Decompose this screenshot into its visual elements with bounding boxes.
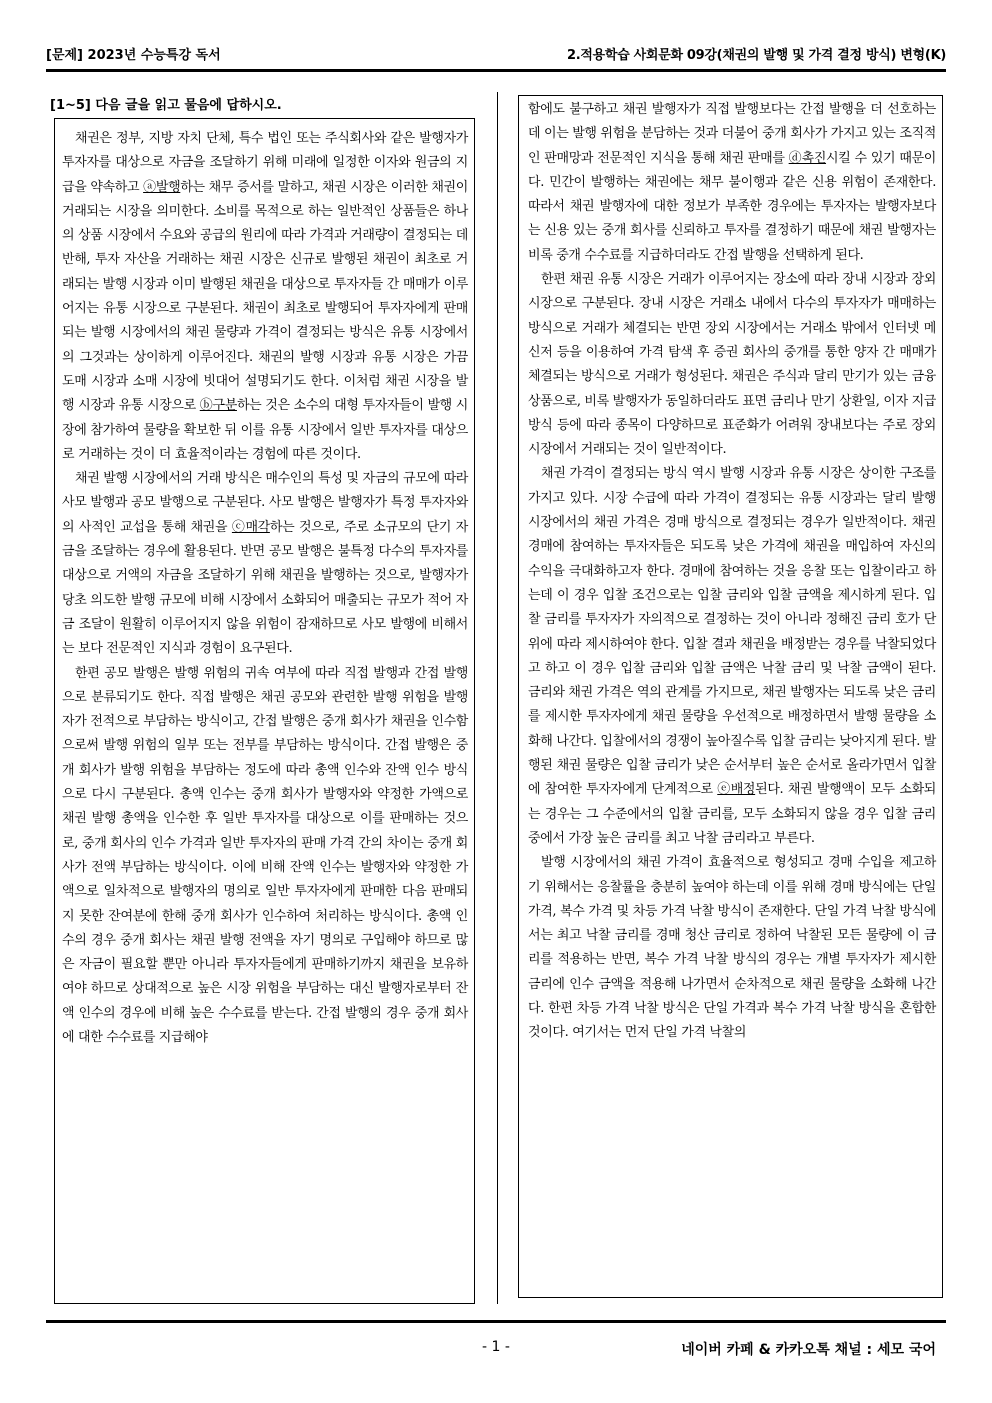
header-right: 2.적용학습 사회문화 09강(채권의 발행 및 가격 결정 방식) 변형(K) [567,48,946,63]
underlined-term-b: ⓑ구분 [199,398,237,414]
text-run: 한편 채권 유통 시장은 거래가 이루어지는 장소에 따라 장내 시장과 장외 시장으로 구분된다. 장내 시장은 거래소 내에서 다수의 투자자가 매매하는 방식으로 거래가 체결되는 반면 장외 시장에서는 거래소 밖에서 인터넷 메신저 등을 이용하여 가격 탐색 후 증권 회사의 중개를 통한 양자 간 매매가 체결되는 방식으로 거래가 형성된다. 채권은 주식과 달리 만기가 있는 금융 상품으로, 비록 발행자가 동일하더라도 표면 금리나 만기 상환일, 이자 지급 방식 등에 따라 종목이 다양하므로 표준화가 어려워 장내보다는 주로 장외 시장에서 거래되는 것이 일반적이다. [528,272,936,458]
text-run: 함에도 불구하고 채권 발행자가 직접 발행보다는 간접 발행을 더 선호하는데 이는 발행 위험을 분담하는 것과 더불어 중개 회사가 가지고 있는 조직적인 판매망과 전문적인 지식을 통해 채권 판매를 [528,102,936,166]
text-run: 하는 것으로, 주로 소규모의 단기 자금을 조달하는 경우에 활용된다. 반면 공모 발행은 불특정 다수의 투자자를 대상으로 거액의 자금을 조달하기 위해 채권을 발행하는 것으로, 발행자가 당초 의도한 발행 규모에 비해 시장에서 소화되어 매출되는 규모가 적어 자금 조달이 원활히 이루어지지 않을 위험이 잠재하므로 사모 발행에 비해서는 보다 전문적인 지식과 경험이 요구된다. [62,519,468,657]
header-left: [문제] 2023년 수능특강 독서 [46,48,221,63]
passage-paragraph [62,662,468,1051]
underlined-term-c: ⓒ매각 [231,519,270,535]
passage-box-left [54,118,475,1304]
page-header [46,44,946,64]
passage-paragraph [528,268,936,462]
passage-paragraph [528,98,936,268]
underlined-term-e: ⓔ배정 [717,782,756,798]
text-run: 하는 채무 증서를 말하고, 채권 시장은 이러한 채권이 거래되는 시장을 의미한다. 소비를 목적으로 하는 일반적인 상품들은 하나의 상품 시장에서 수요와 공급의 원리에 따라 가격과 거래량이 결정되는 데 반해, 투자 자산을 거래하는 채권 시장은 신규로 발행된 채권이 최초로 거래되는 발행 시장과 이미 발행된 채권을 대상으로 투자자들 간 매매가 이루어지는 유통 시장으로 구분된다. 채권이 최초로 발행되어 투자자에게 판매되는 발행 시장에서의 채권 물량과 가격이 결정되는 방식은 유통 시장에서의 그것과는 상이하게 이루어진다. 채권의 발행 시장과 유통 시장은 가끔 도매 시장과 소매 시장에 빗대어 설명되기도 한다. 이처럼 채권 시장을 발행 시장과 유통 시장으로 [62,179,468,414]
text-run: 하는 것은 소수의 대형 투자자들이 발행 시장에 참가하여 물량을 확보한 뒤 이를 유통 시장에서 일반 투자자를 대상으로 거래하는 것이 더 효율적이라는 경험에 따른 것이다. [62,398,468,462]
footer-rule [46,1320,946,1323]
passage-paragraph [62,467,468,661]
text-run: 채권은 정부, 지방 자치 단체, 특수 법인 또는 주식회사와 같은 발행자가 투자자를 대상으로 자금을 조달하기 위해 미래에 일정한 이자와 원금의 지급을 약속하고 [62,131,468,195]
underlined-term-a: ⓐ발행 [143,179,181,195]
underlined-term-d: ⓓ촉진 [788,150,827,166]
passage-paragraph [62,127,468,467]
text-run: 시킬 수 있기 때문이다. 민간이 발행하는 채권에는 채무 불이행과 같은 신용 위험이 존재한다. 따라서 채권 발행자에 대한 정보가 부족한 경우에는 투자자는 발행자보다는 신용 있는 중개 회사를 신뢰하고 투자를 결정하기 때문에 채권 발행자는 비록 중개 수수료를 지급하더라도 간접 발행을 선택하게 된다. [528,150,936,263]
passage-paragraph [528,462,936,851]
page-number: - 1 - [482,1339,510,1355]
footer-credit: 네이버 카페 & 카카오톡 채널 : 세모 국어 [681,1342,936,1358]
header-rule [46,69,946,72]
passage-paragraph [528,851,936,1045]
question-instruction: [1~5] 다음 글을 읽고 물음에 답하시오. [50,98,282,113]
column-divider [497,92,498,1304]
text-run: 채권 가격이 결정되는 방식 역시 발행 시장과 유통 시장은 상이한 구조를 가지고 있다. 시장 수급에 따라 가격이 결정되는 유통 시장과는 달리 발행 시장에서의 채권 가격은 경매 방식으로 결정되는 경우가 일반적이다. 채권 경매에 참여하는 투자자들은 되도록 낮은 가격에 채권을 매입하여 자신의 수익을 극대화하고자 한다. 경매에 참여하는 것을 응찰 또는 입찰이라고 하는데 이 경우 입찰 조건으로는 입찰 금리와 입찰 금액을 제시하게 된다. 입찰 금리를 투자자가 자의적으로 결정하는 것이 아니라 정해진 금리 호가 단위에 따라 제시하여야 한다. 입찰 결과 채권을 배정받는 경우를 낙찰되었다고 하고 이 경우 입찰 금리와 입찰 금액은 낙찰 금리 및 낙찰 금액이 된다. 금리와 채권 가격은 역의 관계를 가지므로, 채권 발행자는 되도록 낮은 금리를 제시한 투자자에게 채권 물량을 우선적으로 배정하면서 발행 물량을 소화해 나간다. 입찰에서의 경쟁이 높아질수록 입찰 금리는 낮아지게 된다. 발행된 채권 물량은 입찰 금리가 낮은 순서부터 높은 순서로 올라가면서 입찰에 참여한 투자자에게 단계적으로 [528,466,936,798]
passage-box-right [518,95,943,1298]
text-run: 된다. 채권 발행액이 모두 소화되는 경우는 그 수준에서의 입찰 금리를, 모두 소화되지 않을 경우 입찰 금리 중에서 가장 높은 금리를 최고 낙찰 금리라고 부른다. [528,782,936,846]
text-run: 채권 발행 시장에서의 거래 방식은 매수인의 특성 및 자금의 규모에 따라 사모 발행과 공모 발행으로 구분된다. 사모 발행은 발행자가 특정 투자자와의 사적인 교섭을 통해 채권을 [62,471,468,535]
text-run: 발행 시장에서의 채권 가격이 효율적으로 형성되고 경매 수입을 제고하기 위해서는 응찰률을 충분히 높여야 하는데 이를 위해 경매 방식에는 단일 가격, 복수 가격 및 차등 가격 낙찰 방식이 존재한다. 단일 가격 낙찰 방식에서는 최고 낙찰 금리를 경매 청산 금리로 정하여 낙찰된 모든 물량에 이 금리를 적용하는 반면, 복수 가격 낙찰 방식의 경우는 개별 투자자가 제시한 금리에 인수 금액을 적용해 나가면서 순차적으로 채권 물량을 소화해 나간다. 한편 차등 가격 낙찰 방식은 단일 가격과 복수 가격 낙찰 방식을 혼합한 것이다. 여기서는 먼저 단일 가격 낙찰의 [528,855,936,1041]
text-run: 한편 공모 발행은 발행 위험의 귀속 여부에 따라 직접 발행과 간접 발행으로 분류되기도 한다. 직접 발행은 채권 공모와 관련한 발행 위험을 발행자가 전적으로 부담하는 방식이고, 간접 발행은 중개 회사가 채권을 인수함으로써 발행 위험의 일부 또는 전부를 부담하는 방식이다. 간접 발행은 중개 회사가 발행 위험을 부담하는 정도에 따라 총액 인수와 잔액 인수 방식으로 다시 구분된다. 총액 인수는 중개 회사가 발행자와 약정한 가액으로 채권 발행 총액을 인수한 후 일반 투자자를 대상으로 이를 판매하는 것으로, 중개 회사의 인수 가격과 일반 투자자의 판매 가격 간의 차이는 중개 회사가 전액 부담하는 방식이다. 이에 비해 잔액 인수는 발행자와 약정한 가액으로 일차적으로 발행자의 명의로 일반 투자자에게 판매한 다음 판매되지 못한 잔여분에 한해 중개 회사가 인수하여 처리하는 방식이다. 총액 인수의 경우 중개 회사는 채권 발행 전액을 자기 명의로 구입해야 하므로 많은 자금이 필요할 뿐만 아니라 투자자들에게 판매하기까지 채권을 보유하여야 하므로 상대적으로 높은 시장 위험을 부담하는 대신 발행자로부터 잔액 인수의 경우에 비해 높은 수수료를 받는다. 간접 발행의 경우 중개 회사에 대한 수수료를 지급해야 [62,665,468,1045]
